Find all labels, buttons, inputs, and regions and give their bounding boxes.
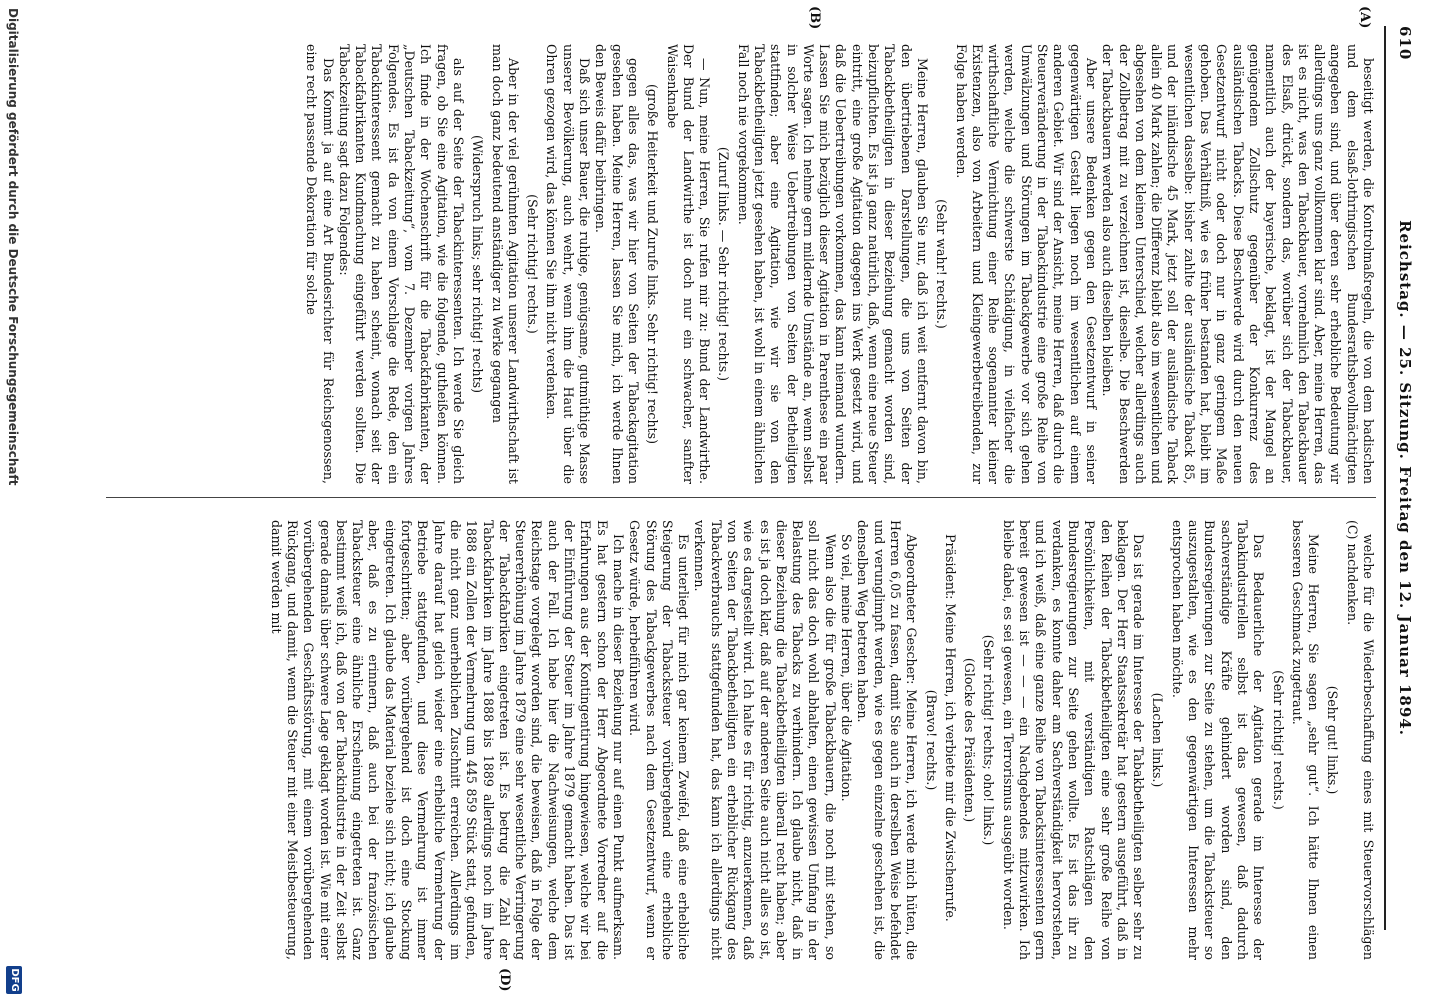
page-header — [1390, 26, 1414, 930]
paragraph: Aber unsere Bedenken gegen den Gesetzentwurf in seiner gegenwärtigen Gestalt liegen noch im wesentlichen auf einem anderen Gebiet. Wir sind der Ansicht, meine Herren, daß durch die Steuerveränderung in der Tabackindustrie eine große Reihe von Umwälzungen und Störungen im Tabackgewerbe vor sich gehen werden, welche die schwerste Schädigung, in vielfacher die wirthschaftliche Vernichtung einer Reihe sogenannter kleiner Existenzen, also von Arbeitern und Kleingewerbetreibenden, zur Folge haben werden. — [953, 44, 1099, 484]
page-title: Reichstag. — 25. Sitzung. Freitag den 12. Januar 1894. — [1396, 220, 1414, 736]
paragraph: — Nun, meine Herren, Sie rufen mir zu: Bund der Landwirthe. Der Bund der Landwirthe ist doch nur ein schwacher, sanfter Waisenknabe — [664, 44, 713, 484]
paragraph: (Sehr richtig! rechts.) — [525, 194, 541, 334]
paragraph: Daß sich unser Bauer, die ruhige, genügsame, gutmüthige Masse unserer Bevölkerung, auch wehrt, wenn ihm die Haut über die Ohren gezogen wird, das können Sie ihm nicht verdenken. — [544, 44, 593, 484]
paragraph: Das Kommt ja auf eine Art Bundesrichter für Reichsgenossen, eine recht passende Dekoration für solche — [304, 44, 336, 484]
margin-mark-b: (B) — [807, 6, 822, 30]
paragraph: als auf der Seite der Tabackinteressenten. Ich werde Sie gleich fragen, ob Sie eine Agitation, wie die folgende, gutheißen können. Ich finde in der Wochenschrift für die Tabackfabrikanten, der „Deutschen Tabackzeitung“, vom 7. Dezember vorigen Jahres Folgendes. Es ist da von einem Vorschlage die Rede, den ein Tabackinteressent gemacht zu haben scheint, wonach seit der Tabackfabrikanten Kundmachung eingeführt werden sollten. Die Tabackzeitung sagt dazu Folgendes: — [336, 44, 466, 484]
paragraph: (Lachen links.) — [1150, 692, 1166, 788]
paragraph: (große Heiterkeit und Zurufe links. Sehr richtig! rechts) — [645, 84, 661, 444]
header-rule — [1384, 26, 1386, 930]
paragraph: Meine Herren, glauben Sie nur, daß ich weit entfernt davon bin, den übertriebenen Darstellungen, die uns von Seiten der Tabackbetheiligten in dieser Beziehung gemacht worden sind, beizupflichten. Es ist ja ganz natürlich, daß, wenn eine neue Steuer eintritt, eine große Agitation dagegen ins Werk gesetzt wird, und daß die Uebertreibungen vorkommen, das kann niemand wundern. Lassen Sie mich bezüglich dieser Agitation in Parenthese ein paar Worte sagen. Ich nehme gern mildernde Umstände an, wenn selbst in solcher Weise Uebertreibungen von Seiten der Betheiligten stattfinden; aber eine Agitation, wie wir sie von den Tabackbetheiligten jetzt gesehen haben, ist wohl in einem ähnlichen Fall noch nie vorgekommen. — [735, 44, 930, 484]
paragraph: (Bravo! rechts.) — [923, 689, 939, 791]
paragraph: Das ist gerade im Interesse der Tabakbetheiligten selber sehr zu beklagen. Der Herr Staatssekretär hat gestern ausgeführt, daß in den Reihen der Tabackbetheiligten eine sehr große Reihe von Persönlichkeiten, mit verständigen Ratschlägen den Bundesregierungen zur Seite gehen wollte. Es ist das ihr zu verdanken, es konnte daher am Sachverständigkeit hervorstehen, und ich weiß, daß eine ganze Reihe von Tabacksinteressenten gern bereit gewesen ist — — — ein Nachgebendes mitzuwirken. Ich bleibe dabei, es sei gewesen, ein Terrorismus ausgeübt worden. — [1000, 520, 1147, 960]
paragraph: (Sehr wahr! rechts.) — [934, 199, 950, 329]
column-divider — [106, 497, 1376, 498]
margin-mark-a: (A) — [1357, 6, 1372, 29]
paragraph: welche für die Wiederbeschaffung eines mit Steuervorschlägen (C) nachdenken. — [1344, 520, 1376, 960]
paragraph: gegen alles das, was wir hier von Seiten der Tabackagitation gesehen haben. Meine Herren, lassen Sie mich, ich werde Ihnen den Beweis dafür beibringen. — [593, 44, 641, 484]
margin-mark-d: (D) — [497, 968, 512, 992]
paragraph: (Glocke des Präsidenten.) — [962, 657, 978, 823]
paragraph: Ich mache in dieser Beziehung nur auf einen Punkt aufmerksam. Es hat gestern schon der Herr Abgeordnete Vorredner auf die Erfahrungen aus der Kontingentirung hingewiesen, welche wir bei der Einführung der Steuer im Jahre 1879 gemacht haben. Das ist auch der Fall. Ich habe hier die Nachweisungen, welche dem Reichstage vorgelegt worden sind, die beweisen, daß in Folge der Steuererhöhung im Jahre 1879 eine sehr wesentliche Verringerung der Tabackfabriken eingetreten ist. Es betrug die Zahl der Tabackfabriken im Jahre 1888 bis 1889 allerdings noch im Jahre 1888 ein Zollen der Vermehrung um 445 859 Stück statt, gefunden, die nicht ganz unerheblichen Zuschnitt erreichen. Allerdings im Jahre darauf hat gleich wieder eine erhebliche Vermehrung der Betriebe stattgefunden, und diese Vermehrung ist immer fortgeschritten; aber vorübergehend ist doch eine Stockung eingetreten. Ich glaube das Material beziehe sich nicht; ich glaube aber, daß es zu erinnern, daß auch bei der französischen Tabacksteuer eine ähnliche Erscheinung eingetreten ist. Ganz bestimmt weiß ich, daß von der Tabackindustrie in der Zeit selbst gerade damals über schwere Lage geklagt worden ist. Wie mit einer vorübergehenden Geschäftsstörung, mit einem vorübergehenden Rückgang, und damit, wenn die Steuer mit einer Meistbesteuerung, damit werden mit — [268, 520, 626, 960]
paragraph: (Sehr richtig! rechts.) — [1270, 670, 1286, 810]
dfg-logo: DFG — [6, 966, 22, 994]
right-text-column — [86, 520, 1376, 960]
paragraph: Abgeordneter Gescher: Meine Herren, ich werde mich hüten, die Herren 6,05 zu fassen, damit Sie auch in derselben Weise befehdet und verunglimpft werden, wie es gegen einzelne geschehen ist, die denselben Weg betreten haben. — [855, 520, 920, 960]
paragraph: (Zuruf links. — Sehr richtig! rechts.) — [716, 146, 732, 382]
paragraph: Meine Herren, Sie sagen „sehr gut“. Ich hätte Ihnen einen besseren Geschmack zugetraut. — [1289, 520, 1322, 960]
page-number: 610 — [1396, 26, 1414, 61]
paragraph: (Sehr gut! links.) — [1325, 685, 1341, 795]
paragraph: Wenn also die für große Tabackbauern, die noch mit stehen, so soll nicht das doch wohl abhalten, einen gewissen Umfang in der Belastung des Tabacks zu verhindern. Ich glaube nicht, daß in dieser Beziehung die Tabackbetheiligten überall recht haben; aber es ist ja doch klar, daß auf der anderen Seite auch nicht alles so ist, wie es dargestellt wird. Ich halte es für richtig, anzuerkennen, daß von Seiten der Tabackbetheiligten ein erheblicher Rückgang des Tabackverbrauchs stattgefunden hat, das kann ich allerdings nicht verkennen. — [692, 520, 838, 960]
paragraph: Das Bedauerliche der Agitation gerade im Interesse der Tabakindustriellen selbst ist das gewesen, daß dadurch sachverständige Kräfte gehindert worden sind, den Bundesregierungen zur Seite zu stehen, um die Tabacksteuer so auszugestalten, wie es den gegenwärtigen Interessen mehr entsprochen haben möchte. — [1169, 520, 1267, 960]
paragraph: Aber in der viel gerühmten Agitation unserer Landwirthschaft ist man doch ganz bedeutend anständiger zu Werke gegangen — [489, 44, 521, 484]
left-text-column — [86, 44, 1376, 484]
paragraph: (Sehr richtig! rechts; oho! links.) — [981, 634, 997, 846]
paragraph: Es unterliegt für mich gar keinem Zweifel, daß eine erhebliche Steigerung der Tabacksteuer vorübergehend eine erhebliche Störung des Tabackgewerbes nach dem Gesetzentwurf, wenn er Gesetz würde, herbeiführen wird. — [627, 520, 692, 960]
footer-credit: Digitalisierung gefördert durch die Deutsche Forschungsgemeinschaft — [6, 8, 20, 486]
paragraph: So viel, meine Herren, über die Agitation. — [839, 534, 855, 802]
paragraph: Präsident: Meine Herren, ich verbiete mir die Zwischenrufe. — [942, 534, 958, 922]
paragraph: beseitigt werden, die Kontrolmaßregeln, die von dem badischen und dem elsaß-lothringischen Bundesrathsbevollmächtigten angegeben sind, und über deren sehr erhebliche Bedeutung wir allerdings uns ganz vollkommen klar sind. Aber, meine Herren, das ist es nicht, was den Tabackbauer, vornehmlich den Tabackbauer des Elsaß, drückt, sondern das, worüber sich der Tabackbauer, namentlich auch der bayerische, beklagt, ist der Mangel an genügendem Zollschutz gegenüber der Konkurrenz des ausländischen Tabacks. Diese Beschwerde wird durch den neuen Gesetzentwurf nicht oder doch nur in ganz geringem Maße gehoben. Das Verhältniß, wie es früher bestanden hat, bleibt im wesentlichen dasselbe: bisher zahlte der ausländische Taback 85, und der inländische 45 Mark, jetzt soll der ausländische Taback allein 40 Mark zahlen; die Differenz bleibt also im wesentlichen und abgesehen von dem kleinen Unterschied, welcher allerdings auch der Zollbetrag mit zu verzeichnen ist, dieselbe. Die Beschwerden der Tabackbauern werden also auch dieselben bleiben. — [1100, 44, 1376, 484]
paragraph: (Widerspruch links; sehr richtig! rechts) — [470, 134, 486, 394]
